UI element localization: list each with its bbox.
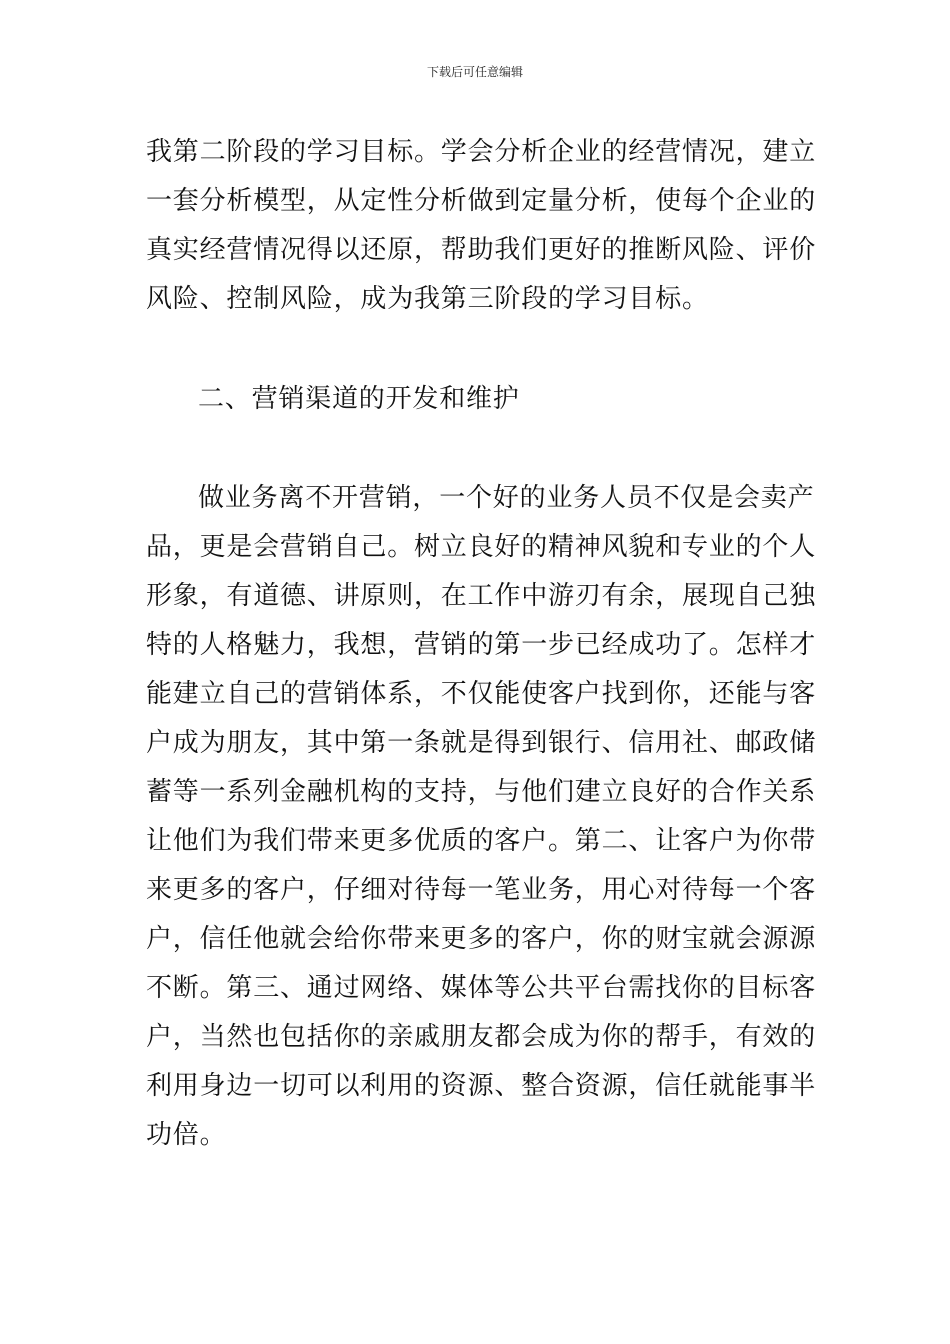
paragraph-line: 户，信任他就会给你带来更多的客户，你的财宝就会源源 (146, 924, 817, 954)
paragraph-line: 我第二阶段的学习目标。学会分析企业的经营情况，建立 (146, 137, 817, 167)
paragraph-line: 让他们为我们带来更多优质的客户。第二、让客户为你带 (146, 826, 817, 856)
section-heading: 二、营销渠道的开发和维护 (198, 384, 520, 414)
paragraph-line: 利用身边一切可以利用的资源、整合资源，信任就能事半 (146, 1071, 817, 1101)
paragraph-line: 能建立自己的营销体系，不仅能使客户找到你，还能与客 (146, 679, 817, 709)
paragraph-line: 真实经营情况得以还原，帮助我们更好的推断风险、评价 (146, 235, 817, 265)
paragraph-line: 功倍。 (146, 1120, 227, 1150)
paragraph-1 (146, 128, 817, 324)
paragraph-line: 不断。第三、通过网络、媒体等公共平台需找你的目标客 (146, 973, 817, 1003)
paragraph-line: 风险、控制风险，成为我第三阶段的学习目标。 (146, 284, 709, 314)
paragraph-line: 蓄等一系列金融机构的支持，与他们建立良好的合作关系 (146, 777, 817, 807)
paragraph-line: 特的人格魅力，我想，营销的第一步已经成功了。怎样才 (146, 630, 817, 660)
paragraph-line: 做业务离不开营销，一个好的业务人员不仅是会卖产 (198, 483, 815, 513)
section-heading-2 (146, 375, 806, 424)
paragraph-line: 户成为朋友，其中第一条就是得到银行、信用社、邮政储 (146, 728, 817, 758)
paragraph-line: 来更多的客户，仔细对待每一笔业务，用心对待每一个客 (146, 875, 817, 905)
paragraph-line: 形象，有道德、讲原则，在工作中游刃有余，展现自己独 (146, 581, 817, 611)
paragraph-2 (146, 474, 817, 1160)
page-header: 下载后可任意编辑 (426, 65, 523, 79)
paragraph-line: 品，更是会营销自己。树立良好的精神风貌和专业的个人 (146, 532, 817, 562)
paragraph-line: 户，当然也包括你的亲戚朋友都会成为你的帮手，有效的 (146, 1022, 817, 1052)
paragraph-line: 一套分析模型，从定性分析做到定量分析，使每个企业的 (146, 186, 817, 216)
